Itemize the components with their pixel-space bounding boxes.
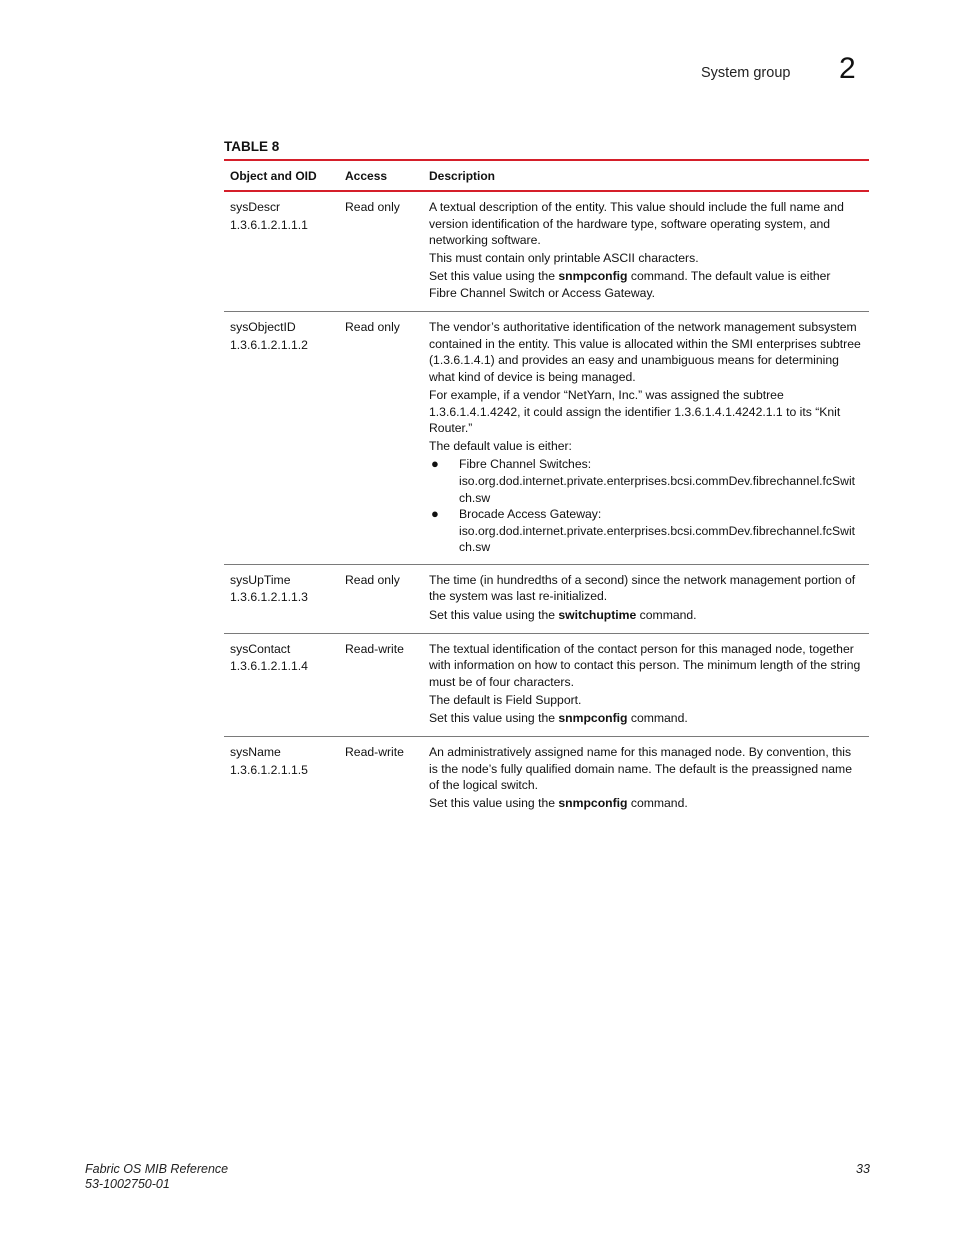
object-cell: [224, 641, 345, 728]
description-paragraph: The default value is either:: [429, 439, 572, 454]
description-paragraph: The textual identification of the contact person for this managed node, together with information on how to contact this person. The minimum length of the string must be of four characters.: [429, 641, 861, 689]
bullet-label: Brocade Access Gateway:: [459, 507, 602, 522]
command-name: snmpconfig: [558, 269, 628, 284]
object-name: sysDescr: [230, 200, 281, 214]
description-cell: [429, 572, 869, 625]
description-paragraph: The time (in hundredths of a second) since the network management portion of the system was last re-initialized.: [429, 572, 856, 604]
text-fragment: command. The default value is either Fibre Channel Switch or Access Gateway.: [429, 269, 831, 300]
object-oid: 1.3.6.1.2.1.1.1: [230, 217, 308, 232]
description-paragraph: [429, 795, 861, 812]
chapter-number: 2: [839, 52, 856, 85]
description-paragraph: The vendor’s authoritative identification of the network management subsystem contained in the entity. This value is allocated within the SMI enterprises subtree (1.3.6.1.4.1) and provides an easy and unambiguous means for determining what kind of device is being managed.: [429, 320, 861, 384]
object-name: sysContact: [230, 641, 291, 656]
oid-table: [224, 159, 869, 822]
description-paragraph: [429, 710, 861, 727]
object-oid: 1.3.6.1.2.1.1.3: [230, 590, 308, 605]
footer-doc-title: Fabric OS MIB Reference: [85, 1162, 229, 1176]
table-row: [224, 565, 869, 634]
command-name: snmpconfig: [558, 711, 628, 726]
text-fragment: Set this value using the: [429, 607, 559, 622]
description-cell: [429, 199, 869, 303]
object-oid: 1.3.6.1.2.1.1.4: [230, 659, 308, 674]
bullet-value: iso.org.dod.internet.private.enterprises.bcsi.commDev.fibrechannel.fcSwitch.sw: [459, 523, 856, 555]
section-title: System group: [701, 65, 791, 81]
bullet-icon: ●: [431, 456, 439, 472]
object-oid: 1.3.6.1.2.1.1.5: [230, 762, 308, 777]
bullet-label: Fibre Channel Switches:: [459, 457, 592, 472]
bullet-item: [429, 456, 861, 506]
object-oid: 1.3.6.1.2.1.1.2: [230, 337, 308, 352]
table-caption: TABLE 8: [224, 139, 280, 154]
footer-doc-info: [85, 1162, 228, 1192]
column-header-description: Description: [429, 168, 496, 183]
access-cell: Read only: [345, 200, 400, 214]
object-cell: [224, 319, 345, 556]
table-row: [224, 312, 869, 565]
bullet-icon: ●: [431, 506, 439, 522]
table-header-row: [224, 161, 869, 190]
text-fragment: Set this value using the: [429, 796, 559, 811]
access-cell: Read only: [345, 320, 400, 335]
footer-doc-number: 53-1002750-01: [85, 1177, 170, 1191]
object-cell: [224, 199, 345, 303]
command-name: switchuptime: [558, 607, 637, 622]
table-row: [224, 192, 869, 312]
access-cell: Read only: [345, 572, 400, 587]
description-cell: [429, 641, 869, 728]
description-paragraph: A textual description of the entity. This value should include the full name and version identification of the hardware type, software operating system, and networking software.: [429, 200, 844, 248]
bullet-text: [459, 456, 861, 506]
description-paragraph: [429, 607, 861, 624]
object-name: sysObjectID: [230, 320, 296, 335]
table-row: [224, 634, 869, 737]
object-cell: [224, 744, 345, 813]
description-paragraph: For example, if a vendor “NetYarn, Inc.” was assigned the subtree 1.3.6.1.4.1.4242, it could assign the identifier 1.3.6.1.4.1.4242.1.1 to its “Knit Router.”: [429, 387, 841, 436]
bullet-item: [429, 506, 861, 556]
text-fragment: command.: [627, 796, 688, 811]
access-cell: Read-write: [345, 745, 404, 760]
text-fragment: Set this value using the: [429, 711, 559, 726]
description-cell: [429, 319, 869, 556]
object-name: sysName: [230, 745, 281, 760]
table-row: [224, 737, 869, 821]
column-header-object: Object and OID: [230, 168, 317, 183]
object-cell: [224, 572, 345, 625]
column-header-access: Access: [345, 168, 388, 183]
footer-page-number: 33: [856, 1162, 870, 1176]
description-paragraph: The default is Field Support.: [429, 692, 582, 707]
object-name: sysUpTime: [230, 572, 291, 587]
description-paragraph: This must contain only printable ASCII characters.: [429, 251, 699, 266]
text-fragment: Set this value using the: [429, 269, 559, 284]
description-paragraph: An administratively assigned name for this managed node. By convention, this is the node’s fully qualified domain name. The default is the preassigned name of the logical switch.: [429, 745, 852, 793]
bullet-value: iso.org.dod.internet.private.enterprises.bcsi.commDev.fibrechannel.fcSwitch.sw: [459, 473, 856, 505]
access-cell: Read-write: [345, 641, 404, 656]
description-paragraph: [429, 268, 861, 301]
command-name: snmpconfig: [558, 796, 628, 811]
text-fragment: command.: [636, 607, 697, 622]
text-fragment: command.: [627, 711, 688, 726]
bullet-text: [459, 506, 861, 556]
description-cell: [429, 744, 869, 813]
